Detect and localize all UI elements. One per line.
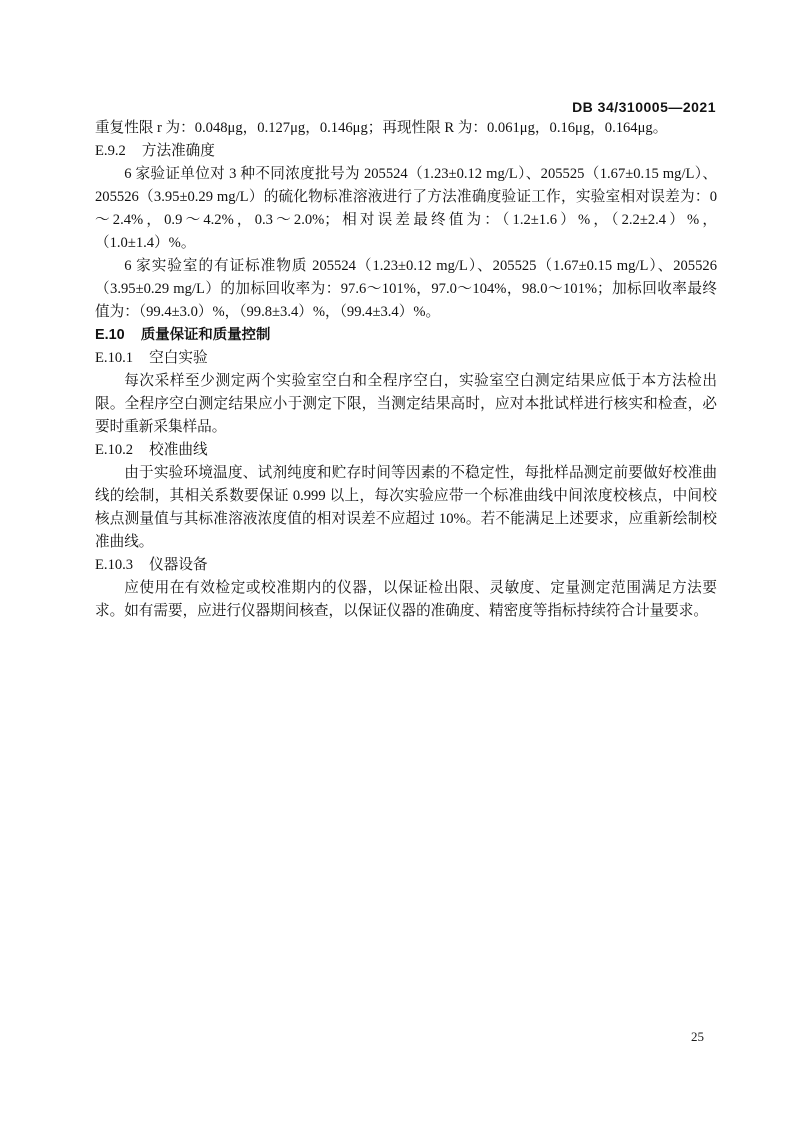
section-heading-e10 bbox=[95, 324, 717, 347]
section-number: E.10 bbox=[95, 327, 125, 343]
page-number: 25 bbox=[691, 1029, 704, 1044]
section-title: 仪器设备 bbox=[149, 557, 208, 573]
paragraph-repeatability-limits: 重复性限 r 为：0.048μg，0.127μg，0.146μg；再现性限 R 为：0.061μg，0.16μg，0.164μg。 bbox=[95, 120, 668, 136]
section-number: E.10.2 bbox=[95, 442, 134, 458]
paragraph-calibration-curve: 由于实验环境温度、试剂纯度和贮存时间等因素的不稳定性，每批样品测定前要做好校准曲线的绘制，其相关系数要保证 0.999 以上，每次实验应带一个标准曲线中间浓度校核点，中间校核点测量值与其标准溶液浓度值的相对误差不应超过 10%。若不能满足上述要求，应重新绘制校准曲线。 bbox=[95, 465, 717, 550]
paragraph-blank-test: 每次采样至少测定两个实验室空白和全程序空白，实验室空白测定结果应低于本方法检出限。全程序空白测定结果应小于测定下限，当测定结果高时，应对本批试样进行核实和检查，必要时重新采集样品。 bbox=[95, 373, 717, 435]
section-heading-e10-1 bbox=[95, 347, 717, 370]
paragraph-accuracy-relative-error: 6 家验证单位对 3 种不同浓度批号为 205524（1.23±0.12 mg/L）、205525（1.67±0.15 mg/L）、205526（3.95±0.29 mg/L）的硫化物标准溶液进行了方法准确度验证工作，实验室相对误差为：0～2.4%，0.9～4.2%，0.3～2.0%；相对误差最终值为：（1.2±1.6）%，（2.2±2.4）%，（1.0±1.4）%。 bbox=[95, 166, 717, 251]
section-title: 方法准确度 bbox=[141, 143, 215, 159]
section-number: E.10.1 bbox=[95, 350, 134, 366]
section-heading-e9-2 bbox=[95, 140, 717, 163]
section-number: E.10.3 bbox=[95, 557, 134, 573]
standard-code-header: DB 34/310005—2021 bbox=[572, 99, 716, 115]
paragraph-spike-recovery: 6 家实验室的有证标准物质 205524（1.23±0.12 mg/L）、205525（1.67±0.15 mg/L）、205526（3.95±0.29 mg/L）的加标回收率为：97.6～101%，97.0～104%，98.0～101%；加标回收率最终值为：（99.4±3.0）%，（99.8±3.4）%，（99.4±3.4）%。 bbox=[95, 258, 717, 320]
section-heading-e10-3 bbox=[95, 554, 717, 577]
section-title: 空白实验 bbox=[149, 350, 208, 366]
section-number: E.9.2 bbox=[95, 143, 126, 159]
paragraph-instruments: 应使用在有效检定或校准期内的仪器，以保证检出限、灵敏度、定量测定范围满足方法要求。如有需要，应进行仪器期间核查，以保证仪器的准确度、精密度等指标持续符合计量要求。 bbox=[95, 580, 717, 619]
section-title: 校准曲线 bbox=[149, 442, 208, 458]
document-body bbox=[95, 117, 717, 623]
section-heading-e10-2 bbox=[95, 439, 717, 462]
section-title: 质量保证和质量控制 bbox=[140, 327, 271, 343]
